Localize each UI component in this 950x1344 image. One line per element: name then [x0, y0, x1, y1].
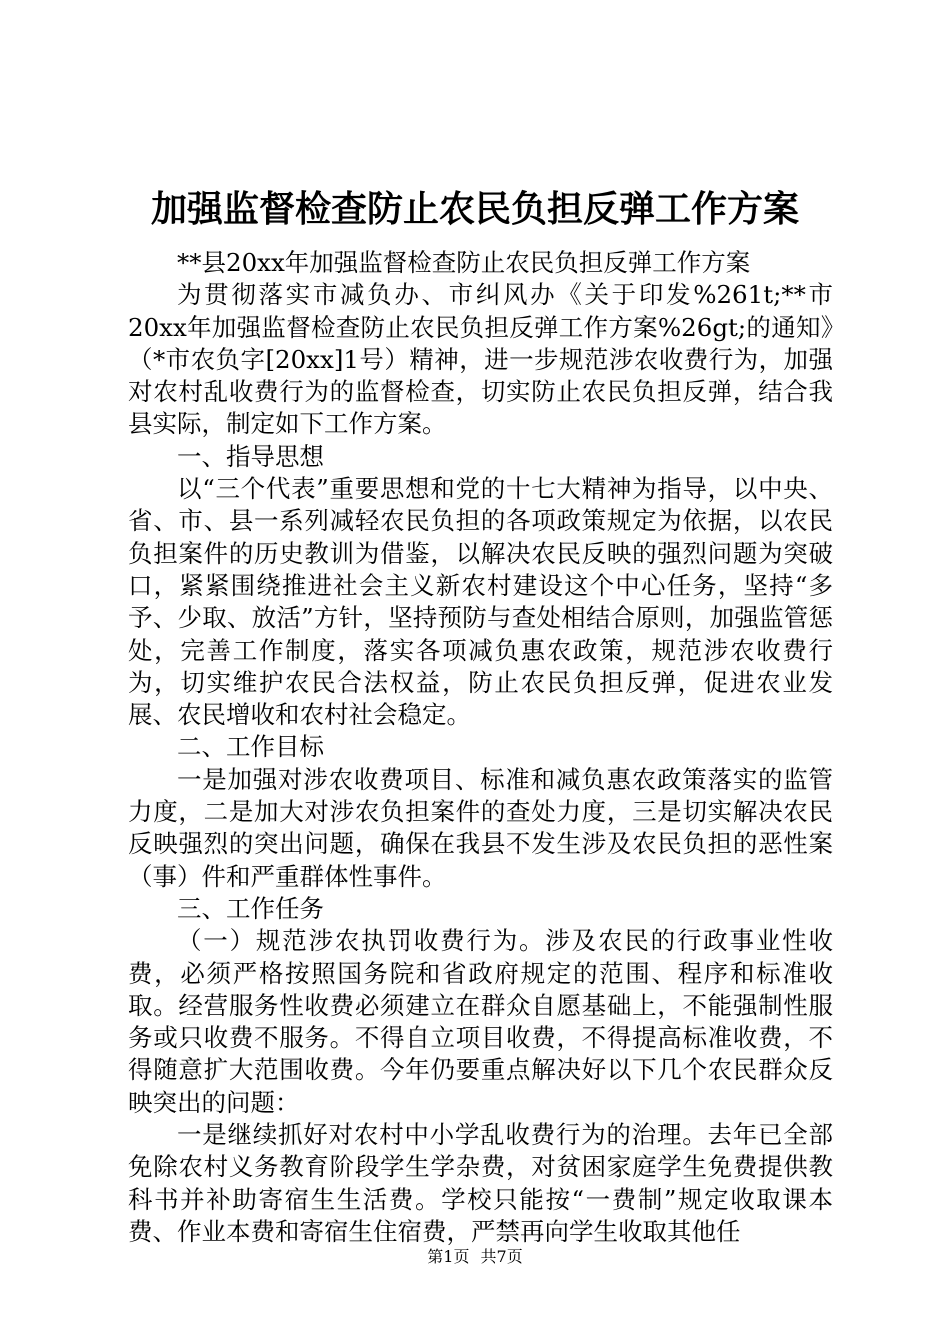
section-heading-work-tasks: 三、工作任务 [177, 893, 324, 923]
paragraph-task-one: （一）规范涉农执罚收费行为。涉及农民的行政事业性收费，必须严格按照国务院和省政府规定的范围、程序和标准收取。经营服务性收费必须建立在群众自愿基础上，不能强制性服务或只收费不服务。不得自立项目收费，不得提高标准收费，不得随意扩大范围收费。今年仍要重点解决好以下几个农民群众反映突出的问题： [128, 926, 833, 1117]
paragraph-work-goals: 一是加强对涉农收费项目、标准和减负惠农政策落实的监管力度，二是加大对涉农负担案件的查处力度，三是切实解决农民反映强烈的突出问题，确保在我县不发生涉及农民负担的恶性案（事）件和严重群体性事件。 [128, 764, 833, 891]
document-body [128, 247, 833, 1248]
paragraph-guiding-ideology: 以“三个代表”重要思想和党的十七大精神为指导，以中央、省、市、县一系列减轻农民负担的各项政策规定为依据，以农民负担案件的历史教训为借鉴，以解决农民反映的强烈问题为突破口，紧紧围绕推进社会主义新农村建设这个中心任务，坚持“多予、少取、放活”方针，坚持预防与查处相结合原则，加强监管惩处，完善工作制度，落实各项减负惠农政策，规范涉农收费行为，切实维护农民合法权益，防止农民负担反弹，促进农业发展、农民增收和农村社会稳定。 [128, 474, 833, 730]
page-total: 共7页 [480, 1247, 523, 1266]
page-number: 第1页 [427, 1247, 470, 1266]
page-footer [0, 1247, 950, 1267]
paragraph-task-one-item-one: 一是继续抓好对农村中小学乱收费行为的治理。去年已全部免除农村义务教育阶段学生学杂费，对贫困家庭学生免费提供教科书并补助寄宿生生活费。学校只能按“一费制”规定收取课本费、作业本费和寄宿生住宿费，严禁再向学生收取其他任 [128, 1120, 833, 1246]
document-subtitle: **县20xx年加强监督检查防止农民负担反弹工作方案 [177, 248, 751, 277]
section-heading-guiding-ideology: 一、指导思想 [177, 441, 324, 471]
section-heading-work-goals: 二、工作目标 [177, 732, 324, 762]
document-title: 加强监督检查防止农民负担反弹工作方案 [150, 188, 799, 230]
paragraph-intro: 为贯彻落实市减负办、市纠风办《关于印发%261t;**市20xx年加强监督检查防止农民负担反弹工作方案%26gt;的通知》（*市农负字[20xx]1号）精神，进一步规范涉农收费行为，加强对农村乱收费行为的监督检查，切实防止农民负担反弹，结合我县实际，制定如下工作方案。 [128, 280, 833, 439]
